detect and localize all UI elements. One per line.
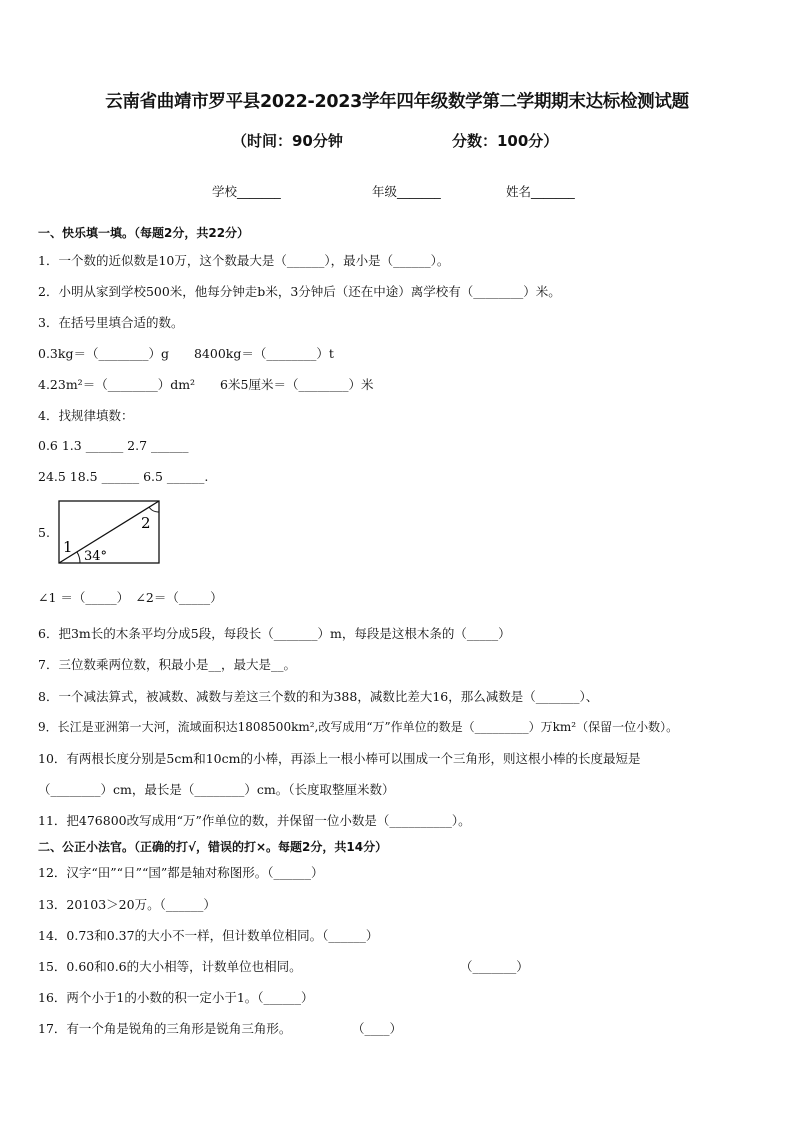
question-4a: 0.6 1.3 ______ 2.7 ______ [38,438,189,453]
angle-34-arc [77,552,80,563]
question-11: 11．把476800改写成用“万”作单位的数，并保留一位小数是（__________）。 [38,813,471,828]
question-17: 17．有一个角是锐角的三角形是锐角三角形。 [38,1021,292,1036]
question-1: 1．一个数的近似数是10万，这个数最大是（______），最小是（______）。 [38,253,450,268]
section2-heading: 二、公正小法官。（正确的打√，错误的打×。每题2分，共14分） [38,840,388,854]
question-17-answer: （____） [352,1021,403,1036]
angle-2-label: 2 [141,514,151,532]
question-15: 15．0.60和0.6的大小相等，计数单位也相同。 [38,959,302,974]
figure-diagonal [59,501,159,563]
question-14: 14．0.73和0.37的大小不一样，但计数单位相同。（______） [38,928,379,943]
question-9: 9．长江是亚洲第一大河，流域面积达1808500km²,改写成用“万”作单位的数是（_________）万km²（保留一位小数）。 [38,720,679,734]
page-title: 云南省曲靖市罗平县2022-2023学年四年级数学第二学期期末达标检测试题 [105,92,689,112]
question-10: 10．有两根长度分别是5cm和10cm的小棒，再添上一根小棒可以围成一个三角形，则这根小棒的长度最短是 [38,751,641,766]
question-8: 8．一个减法算式，被减数、减数与差这三个数的和为388，减数比差大16，那么减数是（_______）、 [38,689,599,704]
angle-2-arc [149,507,159,512]
question-15-answer: （_______） [460,959,529,974]
name-field: 姓名_______ [506,184,575,199]
question-7: 7．三位数乘两位数，积最小是__，最大是__。 [38,657,296,672]
question-4: 4．找规律填数： [38,408,134,423]
question-13: 13．20103＞20万。（______） [38,897,216,912]
grade-field: 年级_______ [372,184,441,199]
school-field: 学校_______ [212,184,281,199]
question-3b: 4.23m²＝（________）dm² 6米5厘米＝（________）米 [38,377,374,392]
question-3a: 0.3kg＝（________）g 8400kg＝（________）t [38,346,334,361]
question-4b: 24.5 18.5 ______ 6.5 ______. [38,469,209,484]
question-12: 12．汉字“田”“日”“国”都是轴对称图形。（______） [38,865,324,880]
question-16: 16．两个小于1的小数的积一定小于1。（______） [38,990,314,1005]
question-3: 3．在括号里填合适的数。 [38,315,184,330]
question-5-number: 5. [38,525,50,540]
rectangle-angle-figure [58,500,160,564]
exam-time: （时间：90分钟 [232,132,343,150]
question-10b: （________）cm，最长是（________）cm。（长度取整厘米数） [38,782,395,797]
question-2: 2．小明从家到学校500米，他每分钟走b米，3分钟后（还在中途）离学校有（________）米。 [38,284,561,299]
question-6: 6．把3m长的木条平均分成5段，每段长（_______）m，每段是这根木条的（_____） [38,626,511,641]
section1-heading: 一、快乐填一填。（每题2分，共22分） [38,226,250,240]
exam-score: 分数：100分） [452,132,559,150]
question-5a: ∠1 ＝（_____） ∠2＝（_____） [38,590,223,605]
angle-34-label: 34° [84,549,108,564]
angle-1-label: 1 [63,538,73,556]
